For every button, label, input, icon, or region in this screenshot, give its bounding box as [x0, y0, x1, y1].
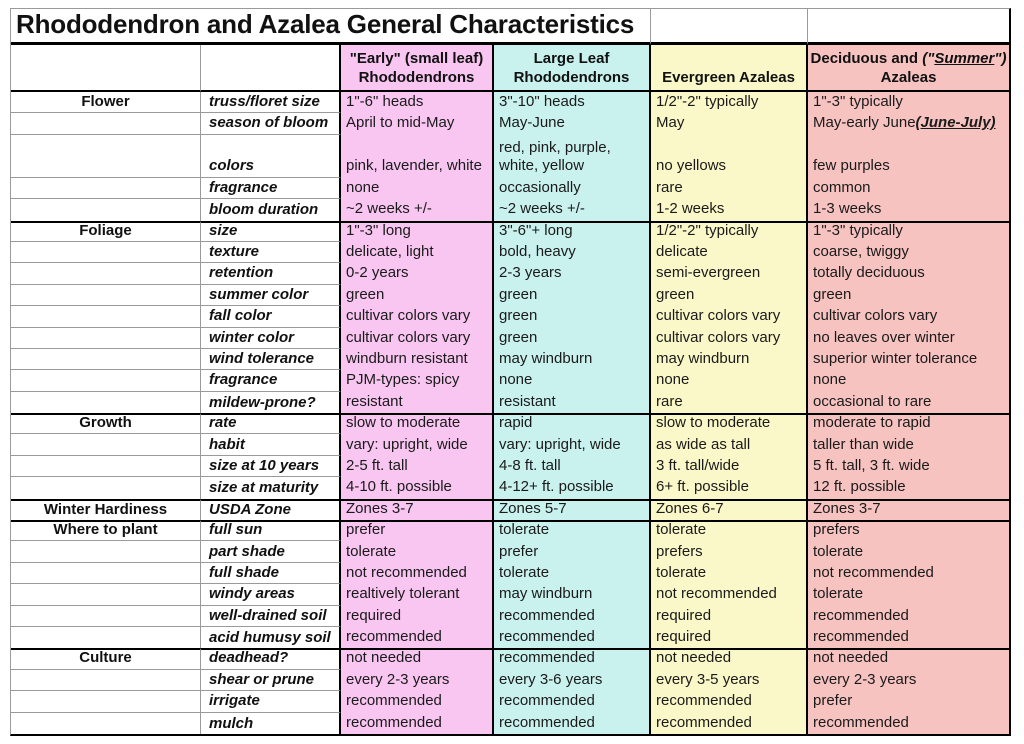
value-early: recommended — [341, 691, 494, 712]
value-early: recommended — [341, 713, 494, 734]
row-label: season of bloom — [201, 113, 341, 134]
value-large: ~2 weeks +/- — [494, 199, 651, 220]
value-deciduous: not needed — [808, 648, 1009, 669]
value-early: 0-2 years — [341, 263, 494, 284]
value-evergreen: 1-2 weeks — [651, 199, 808, 220]
value-evergreen: cultivar colors vary — [651, 306, 808, 327]
section-filler-cell — [11, 306, 201, 327]
header-line: Large Leaf — [533, 50, 610, 68]
value-large: 2-3 years — [494, 263, 651, 284]
value-large: green — [494, 285, 651, 306]
row-label: full shade — [201, 563, 341, 584]
value-early: 1"-6" heads — [341, 92, 494, 113]
value-deciduous — [808, 113, 1009, 134]
value-evergreen: May — [651, 113, 808, 134]
value-large: recommended — [494, 606, 651, 627]
value-evergreen: rare — [651, 178, 808, 199]
value-evergreen: none — [651, 370, 808, 391]
section-label: Flower — [11, 92, 201, 113]
row-label: mulch — [201, 713, 341, 734]
value-large: vary: upright, wide — [494, 434, 651, 455]
row-label: size at 10 years — [201, 456, 341, 477]
value-large: every 3-6 years — [494, 670, 651, 691]
row-label: fall color — [201, 306, 341, 327]
value-deciduous: every 2-3 years — [808, 670, 1009, 691]
value-evergreen: semi-evergreen — [651, 263, 808, 284]
value-text: May-early June — [813, 114, 916, 132]
value-deciduous: common — [808, 178, 1009, 199]
section-filler-cell — [11, 199, 201, 220]
value-early: Zones 3-7 — [341, 499, 494, 520]
value-evergreen: may windburn — [651, 349, 808, 370]
value-early: 1"-3" long — [341, 221, 494, 242]
header-line: "Early" (small leaf) — [349, 50, 484, 68]
value-evergreen: tolerate — [651, 520, 808, 541]
row-label: full sun — [201, 520, 341, 541]
value-large: may windburn — [494, 584, 651, 605]
value-large: recommended — [494, 648, 651, 669]
value-deciduous: not recommended — [808, 563, 1009, 584]
value-deciduous: green — [808, 285, 1009, 306]
section-label: Foliage — [11, 221, 201, 242]
value-evergreen: tolerate — [651, 563, 808, 584]
value-evergreen: 3 ft. tall/wide — [651, 456, 808, 477]
value-large: prefer — [494, 541, 651, 562]
header-blank-attribute — [201, 45, 341, 92]
value-evergreen: recommended — [651, 713, 808, 734]
value-evergreen: every 3-5 years — [651, 670, 808, 691]
section-filler-cell — [11, 691, 201, 712]
value-deciduous: 1"-3" typically — [808, 221, 1009, 242]
value-evergreen: rare — [651, 392, 808, 413]
value-evergreen: as wide as tall — [651, 434, 808, 455]
value-deciduous: totally deciduous — [808, 263, 1009, 284]
value-deciduous: occasional to rare — [808, 392, 1009, 413]
row-label: windy areas — [201, 584, 341, 605]
value-early: every 2-3 years — [341, 670, 494, 691]
header-line: Rhododendrons — [513, 68, 630, 86]
value-deciduous: superior winter tolerance — [808, 349, 1009, 370]
value-early: cultivar colors vary — [341, 328, 494, 349]
section-label: Culture — [11, 648, 201, 669]
value-deciduous: 1-3 weeks — [808, 199, 1009, 220]
section-filler-cell — [11, 627, 201, 648]
section-label: Growth — [11, 413, 201, 434]
value-large: recommended — [494, 691, 651, 712]
value-evergreen: required — [651, 627, 808, 648]
section-filler-cell — [11, 606, 201, 627]
header-line: Azaleas — [880, 68, 937, 86]
value-early: none — [341, 178, 494, 199]
header-line: Deciduous and ("Summer") — [810, 50, 1007, 68]
section-filler-cell — [11, 135, 201, 178]
row-label: mildew-prone? — [201, 392, 341, 413]
value-deciduous: 1"-3" typically — [808, 92, 1009, 113]
value-early: 2-5 ft. tall — [341, 456, 494, 477]
value-large: occasionally — [494, 178, 651, 199]
value-large: May-June — [494, 113, 651, 134]
value-large: 3"-6"+ long — [494, 221, 651, 242]
value-early: delicate, light — [341, 242, 494, 263]
section-filler-cell — [11, 670, 201, 691]
value-evergreen: 1/2"-2" typically — [651, 221, 808, 242]
value-early: realtively tolerant — [341, 584, 494, 605]
value-large: green — [494, 328, 651, 349]
value-deciduous: 5 ft. tall, 3 ft. wide — [808, 456, 1009, 477]
characteristics-table — [10, 8, 1011, 736]
title-row-blank-cell — [808, 9, 1009, 45]
value-large: rapid — [494, 413, 651, 434]
title-row-blank-cell — [651, 9, 808, 45]
value-early: resistant — [341, 392, 494, 413]
value-early: green — [341, 285, 494, 306]
row-label: fragrance — [201, 370, 341, 391]
value-evergreen: prefers — [651, 541, 808, 562]
value-evergreen: no yellows — [651, 135, 808, 178]
value-early: not recommended — [341, 563, 494, 584]
row-label: summer color — [201, 285, 341, 306]
value-evergreen: slow to moderate — [651, 413, 808, 434]
section-filler-cell — [11, 370, 201, 391]
header-line: Evergreen Azaleas — [662, 68, 795, 86]
section-filler-cell — [11, 584, 201, 605]
value-evergreen: green — [651, 285, 808, 306]
row-label: size — [201, 221, 341, 242]
row-label: rate — [201, 413, 341, 434]
value-deciduous: no leaves over winter — [808, 328, 1009, 349]
value-large: tolerate — [494, 563, 651, 584]
row-label: USDA Zone — [201, 499, 341, 520]
column-header-early-rhododendrons — [341, 45, 494, 92]
value-evergreen: not recommended — [651, 584, 808, 605]
value-deciduous: coarse, twiggy — [808, 242, 1009, 263]
value-large: 4-12+ ft. possible — [494, 477, 651, 498]
section-filler-cell — [11, 563, 201, 584]
row-label: texture — [201, 242, 341, 263]
row-label: habit — [201, 434, 341, 455]
value-deciduous: recommended — [808, 713, 1009, 734]
value-early: vary: upright, wide — [341, 434, 494, 455]
value-deciduous: none — [808, 370, 1009, 391]
column-header-deciduous-azaleas — [808, 45, 1009, 92]
value-early: tolerate — [341, 541, 494, 562]
value-evergreen: 6+ ft. possible — [651, 477, 808, 498]
value-deciduous: 12 ft. possible — [808, 477, 1009, 498]
value-deciduous: recommended — [808, 627, 1009, 648]
value-large: resistant — [494, 392, 651, 413]
value-deciduous: moderate to rapid — [808, 413, 1009, 434]
value-deciduous: prefers — [808, 520, 1009, 541]
row-label: size at maturity — [201, 477, 341, 498]
row-label: part shade — [201, 541, 341, 562]
value-deciduous: taller than wide — [808, 434, 1009, 455]
row-label: colors — [201, 135, 341, 178]
section-label: Where to plant — [11, 520, 201, 541]
value-early: April to mid-May — [341, 113, 494, 134]
value-evergreen: not needed — [651, 648, 808, 669]
section-label: Winter Hardiness — [11, 499, 201, 520]
section-filler-cell — [11, 242, 201, 263]
value-early: not needed — [341, 648, 494, 669]
value-deciduous: recommended — [808, 606, 1009, 627]
value-deciduous: Zones 3-7 — [808, 499, 1009, 520]
row-label: truss/floret size — [201, 92, 341, 113]
row-label: wind tolerance — [201, 349, 341, 370]
value-early: ~2 weeks +/- — [341, 199, 494, 220]
section-filler-cell — [11, 392, 201, 413]
row-label: irrigate — [201, 691, 341, 712]
value-early: cultivar colors vary — [341, 306, 494, 327]
row-label: retention — [201, 263, 341, 284]
value-deciduous: tolerate — [808, 584, 1009, 605]
value-large: 4-8 ft. tall — [494, 456, 651, 477]
value-large: red, pink, purple, white, yellow — [494, 135, 651, 178]
header-blank-category — [11, 45, 201, 92]
value-evergreen: recommended — [651, 691, 808, 712]
row-label: deadhead? — [201, 648, 341, 669]
row-label: well-drained soil — [201, 606, 341, 627]
value-deciduous: tolerate — [808, 541, 1009, 562]
value-early: 4-10 ft. possible — [341, 477, 494, 498]
value-evergreen: delicate — [651, 242, 808, 263]
table-title: Rhododendron and Azalea General Characteristics — [11, 9, 651, 45]
header-line: Rhododendrons — [358, 68, 475, 86]
section-filler-cell — [11, 328, 201, 349]
value-early: pink, lavender, white — [341, 135, 494, 178]
column-header-evergreen-azaleas — [651, 45, 808, 92]
value-large: recommended — [494, 627, 651, 648]
value-large: may windburn — [494, 349, 651, 370]
value-evergreen: 1/2"-2" typically — [651, 92, 808, 113]
column-header-large-leaf-rhododendrons — [494, 45, 651, 92]
value-early: required — [341, 606, 494, 627]
section-filler-cell — [11, 285, 201, 306]
value-deciduous: cultivar colors vary — [808, 306, 1009, 327]
section-filler-cell — [11, 713, 201, 734]
value-large: Zones 5-7 — [494, 499, 651, 520]
section-filler-cell — [11, 349, 201, 370]
value-large: bold, heavy — [494, 242, 651, 263]
value-evergreen: required — [651, 606, 808, 627]
section-filler-cell — [11, 434, 201, 455]
value-emphasized-text: (June-July) — [915, 114, 996, 132]
section-filler-cell — [11, 113, 201, 134]
value-large: green — [494, 306, 651, 327]
value-deciduous: few purples — [808, 135, 1009, 178]
row-label: winter color — [201, 328, 341, 349]
row-label: bloom duration — [201, 199, 341, 220]
value-early: windburn resistant — [341, 349, 494, 370]
section-filler-cell — [11, 541, 201, 562]
section-filler-cell — [11, 263, 201, 284]
value-early: prefer — [341, 520, 494, 541]
value-evergreen: Zones 6-7 — [651, 499, 808, 520]
value-evergreen: cultivar colors vary — [651, 328, 808, 349]
value-large: tolerate — [494, 520, 651, 541]
value-early: slow to moderate — [341, 413, 494, 434]
row-label: acid humusy soil — [201, 627, 341, 648]
value-large: recommended — [494, 713, 651, 734]
value-large: none — [494, 370, 651, 391]
value-large: 3"-10" heads — [494, 92, 651, 113]
value-deciduous: prefer — [808, 691, 1009, 712]
value-early: PJM-types: spicy — [341, 370, 494, 391]
section-filler-cell — [11, 178, 201, 199]
section-filler-cell — [11, 477, 201, 498]
row-label: fragrance — [201, 178, 341, 199]
value-early: recommended — [341, 627, 494, 648]
section-filler-cell — [11, 456, 201, 477]
row-label: shear or prune — [201, 670, 341, 691]
